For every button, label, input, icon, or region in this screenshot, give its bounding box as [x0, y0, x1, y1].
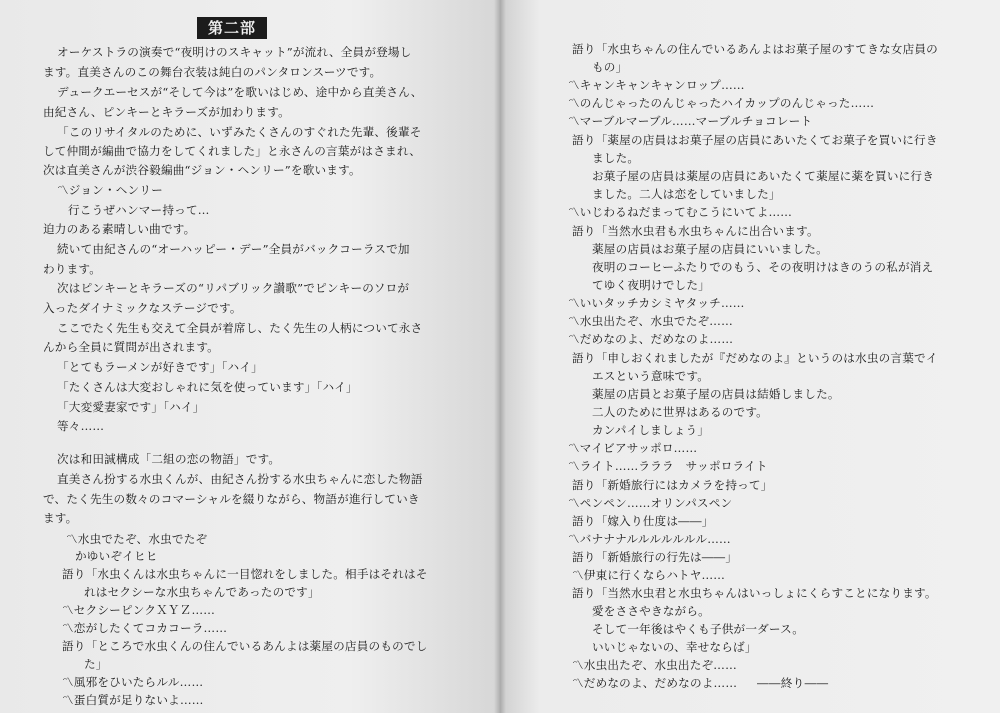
narration-line: ました。: [592, 151, 640, 165]
lyric-line: 〽セクシーピンクＸＹＺ……: [62, 603, 216, 617]
section-title: 第二部: [197, 17, 267, 39]
text-line: ます。直美さんのこの舞台衣装は純白のパンタロンスーツです。: [43, 65, 382, 79]
narration-line: 薬屋の店員はお菓子屋の店員にいいました。: [592, 242, 828, 256]
text-line: 等々……: [57, 419, 105, 433]
text-line: 「大変愛妻家です」「ハイ」: [57, 400, 205, 414]
lyric-line: 〽キャンキャンキャンロップ……: [568, 78, 745, 92]
text-line: デュークエーセスが“そして今は”を歌いはじめ、途中から直美さん、: [57, 85, 423, 99]
lyric-line: 〽ライト……ラララ サッポロライト: [568, 459, 768, 473]
text-line: 由紀さん、ピンキーとキラーズが加わります。: [43, 105, 290, 119]
narration-line: カンパイしましょう」: [592, 423, 710, 437]
narration-line: 二人のために世界はあるのです。: [592, 405, 768, 419]
narration-line: 語り「薬屋の店員はお菓子屋の店員にあいたくてお菓子を買いに行き: [572, 133, 938, 147]
narration-line: 語り「当然水虫君と水虫ちゃんはいっしょにくらすことになります。: [572, 586, 937, 600]
text-line: 入ったダイナミックなステージです。: [43, 301, 242, 315]
text-line: んから全員に質問が出されます。: [43, 340, 219, 354]
narration-line: 薬屋の店員とお菓子屋の店員は結婚しました。: [592, 387, 840, 401]
lyric-line: 〽恋がしたくてコカコーラ……: [62, 621, 228, 635]
narration-line: 語り「新婚旅行の行先は――」: [572, 550, 738, 564]
lyric-line: 〽水虫出たぞ、水虫出たぞ……: [572, 658, 737, 672]
narration-line: そして一年後はやくも子供が一ダース。: [592, 622, 805, 636]
lyric-line: 〽いいタッチカシミヤタッチ……: [568, 296, 745, 310]
lyric-line: 〽水虫出たぞ、水虫でたぞ……: [568, 314, 733, 328]
lyric-line: 〽ジョン・ヘンリー: [57, 183, 163, 197]
text-line: 迫力のある素晴しい曲です。: [43, 222, 196, 236]
lyric-line: 〽マーブルマーブル……マーブルチョコレート: [568, 114, 813, 128]
narration-line: エスという意味です。: [592, 369, 710, 383]
lyric-line: 〽蛋白質が足りないよ……: [62, 693, 204, 707]
text-line: 「たくさんは大変おしゃれに気を使っています」「ハイ」: [57, 380, 358, 394]
text-line: 続いて由紀さんの“オーハッピー・デー”全員がバックコーラスで加: [57, 242, 410, 256]
text-line: 「このリサイタルのために、いずみたくさんのすぐれた先輩、後輩そ: [57, 125, 422, 139]
narration-line: 語り「水虫くんは水虫ちゃんに一目惚れをしました。相手はそれはそ: [62, 567, 428, 581]
lyric-line: 行こうぜハンマー持って…: [68, 203, 210, 217]
lyric-line: 〽マイビアサッポロ……: [568, 441, 698, 455]
lyric-line: 〽のんじゃったのんじゃったハイカップのんじゃった……: [568, 96, 875, 110]
lyric-line: 〽バナナナルルルルルルル……: [568, 532, 731, 546]
text-line: わります。: [43, 262, 102, 276]
narration-line: 語り「申しおくれましたが『だめなのよ』というのは水虫の言葉でイ: [572, 351, 938, 365]
lyric-line: 〽だめなのよ、だめなのよ……: [572, 676, 738, 690]
lyric-line: 〽水虫でたぞ、水虫でたぞ: [66, 532, 208, 546]
narration-line: いいじゃないの、幸せならば」: [592, 640, 757, 654]
lyric-line: 〽伊東に行くならハトヤ……: [572, 568, 726, 582]
right-page: [500, 0, 1000, 713]
narration-line: れはセクシーな水虫ちゃんであったのです」: [84, 585, 320, 599]
narration-line: 語り「新婚旅行にはカメラを持って」: [572, 478, 773, 492]
text-line: ここでたく先生も交えて全員が着席し、たく先生の人柄について永さ: [57, 321, 423, 335]
text-line: して仲間が編曲で協力をしてくれました」と永さんの言葉がはさまれ、: [43, 144, 422, 158]
narration-line: 語り「ところで水虫くんの住んでいるあんよは薬屋の店員のものでし: [62, 639, 428, 653]
text-line: 次は直美さんが渋谷毅編曲“ジョン・ヘンリー”を歌います。: [43, 163, 361, 177]
text-line: 次はピンキーとキラーズの“リパブリック讃歌”でピンキーのソロが: [57, 281, 410, 295]
text-line: 次は和田誠構成「二組の恋の物語」です。: [57, 452, 281, 466]
text-line: オーケストラの演奏で“夜明けのスキャット”が流れ、全員が登場し: [57, 45, 412, 59]
lyric-line: 〽いじわるねだまってむこうにいてよ……: [568, 205, 793, 219]
narration-line: てゆく夜明けでした」: [592, 278, 710, 292]
narration-line: お菓子屋の店員は薬屋の店員にあいたくて薬屋に薬を買いに行き: [592, 169, 935, 183]
end-mark: ――終り――: [757, 676, 829, 690]
narration-line: た」: [84, 657, 108, 671]
text-line: 直美さん扮する水虫くんが、由紀さん扮する水虫ちゃんに恋した物語: [57, 472, 423, 486]
text-line: ます。: [43, 511, 78, 525]
book-gutter: [494, 0, 506, 713]
narration-line: ました。二人は恋をしていました」: [592, 187, 781, 201]
text-line: で、たく先生の数々のコマーシャルを綴りながら、物語が進行していき: [43, 492, 420, 506]
narration-line: 語り「当然水虫君も水虫ちゃんに出合います。: [572, 224, 819, 238]
narration-line: 語り「水虫ちゃんの住んでいるあんよはお菓子屋のすてきな女店員の: [572, 42, 938, 56]
lyric-line: 〽風邪をひいたらルル……: [62, 675, 204, 689]
lyric-line: かゆいぞイヒヒ: [75, 549, 158, 563]
lyric-line: 〽ペンペン……オリンパスペン: [568, 496, 733, 510]
lyric-line: 〽だめなのよ、だめなのよ……: [568, 332, 734, 346]
text-line: 「とてもラーメンが好きです」「ハイ」: [57, 360, 263, 374]
narration-line: もの」: [592, 60, 628, 74]
narration-line: 語り「嫁入り仕度は――」: [572, 514, 714, 528]
narration-line: 夜明のコーヒーふたりでのもう、その夜明けはきのうの私が消え: [592, 260, 934, 274]
narration-line: 愛をささやきながら。: [592, 604, 710, 618]
